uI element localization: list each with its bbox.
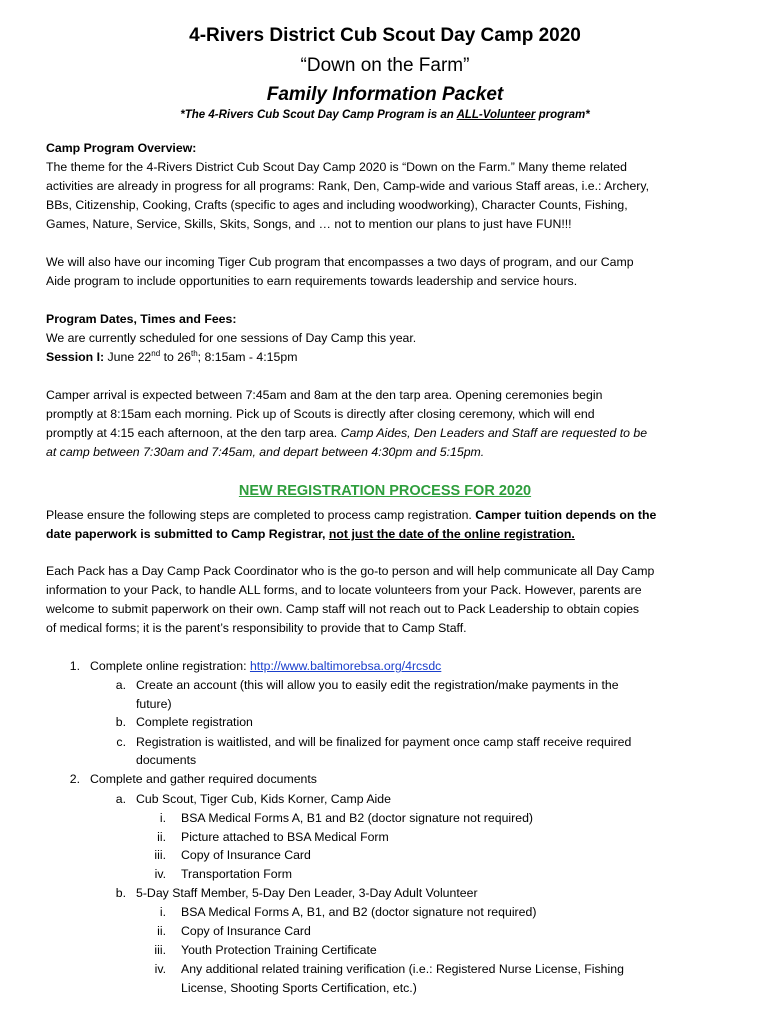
registration-heading: NEW REGISTRATION PROCESS FOR 2020 [238, 483, 532, 499]
list-item: Cub Scout, Tiger Cub, Kids Korner, Camp Aide [136, 792, 391, 806]
list-item: Picture attached to BSA Medical Form [181, 830, 389, 844]
paragraph-line [46, 506, 736, 525]
registration-notice [46, 506, 736, 544]
overview-line: BBs, Citizenship, Cooking, Crafts (specific to ages and including woodworking), Character Counts, Fishing, [46, 198, 628, 212]
list-item-continued: future) [136, 697, 172, 711]
paragraph-line: We will also have our incoming Tiger Cub program that encompasses a two days of program, and our Camp [46, 255, 634, 269]
list-item [90, 657, 441, 676]
list-letter: b. [115, 715, 126, 729]
list-roman: iv. [154, 867, 166, 881]
list-item: Registration is waitlisted, and will be finalized for payment once camp staff receive required [136, 735, 632, 749]
session-sup: nd [151, 348, 161, 358]
list-item-continued: License, Shooting Sports Certification, etc.) [181, 981, 417, 995]
list-roman: i. [159, 905, 166, 919]
dates-line: We are currently scheduled for one sessions of Day Camp this year. [46, 331, 417, 345]
arrival-paragraph [46, 386, 736, 462]
disclaimer-emphasis: ALL-Volunteer [456, 109, 536, 121]
overview-heading: Camp Program Overview: [46, 141, 197, 155]
paragraph-line [46, 525, 736, 544]
list-item: Copy of Insurance Card [181, 848, 311, 862]
paragraph-line: promptly at 8:15am each morning. Pick up of Scouts is directly after closing ceremony, which will end [46, 407, 595, 421]
list-letter: a. [115, 678, 126, 692]
overview-line: The theme for the 4-Rivers District Cub Scout Day Camp 2020 is “Down on the Farm.” Many theme related [46, 160, 627, 174]
list-roman: ii. [157, 830, 166, 844]
list-item: BSA Medical Forms A, B1, and B2 (doctor signature not required) [181, 905, 537, 919]
dates-section [46, 310, 736, 367]
list-item: 5-Day Staff Member, 5-Day Den Leader, 3-Day Adult Volunteer [136, 886, 478, 900]
overview-line: activities are already in progress for all programs: Rank, Den, Camp-wide and various Staff areas, i.e.: Archery, [46, 179, 650, 193]
notice-bold: date paperwork is submitted to Camp Registrar, [46, 527, 329, 541]
list-item: Complete and gather required documents [90, 772, 317, 786]
tiger-cub-paragraph [46, 253, 736, 291]
disclaimer-text-end: program* [535, 109, 590, 121]
list-roman: iii. [154, 943, 166, 957]
disclaimer-text: *The 4-Rivers Cub Scout Day Camp Program is an [180, 109, 457, 121]
list-text: Complete online registration: [90, 659, 250, 673]
list-item: Transportation Form [181, 867, 292, 881]
list-item: BSA Medical Forms A, B1 and B2 (doctor signature not required) [181, 811, 534, 825]
volunteer-disclaimer [0, 109, 770, 121]
list-item: Youth Protection Training Certificate [181, 943, 377, 957]
notice-text: Please ensure the following steps are completed to process camp registration. [46, 508, 476, 522]
paragraph-line: of medical forms; it is the parent’s responsibility to provide that to Camp Staff. [46, 621, 467, 635]
theme-title: “Down on the Farm” [300, 55, 470, 76]
list-item: Any additional related training verification (i.e.: Registered Nurse License, Fishing [181, 962, 624, 976]
list-item: Copy of Insurance Card [181, 924, 311, 938]
list-roman: iii. [154, 848, 166, 862]
session-label: Session I: [46, 350, 105, 364]
notice-bold: Camper tuition depends on the [475, 508, 657, 522]
list-roman: ii. [157, 924, 166, 938]
paragraph-line: welcome to submit paperwork on their own. Camp staff will not reach out to Pack Leadership to obtain copies [46, 602, 640, 616]
session-text: June 22 [104, 350, 152, 364]
paragraph-line: Aide program to include opportunities to earn requirements towards leadership and service hours. [46, 274, 578, 288]
session-sup: th [190, 348, 198, 358]
list-roman: iv. [154, 962, 166, 976]
list-letter: a. [115, 792, 126, 806]
list-item: Complete registration [136, 715, 253, 729]
dates-heading: Program Dates, Times and Fees: [46, 312, 237, 326]
list-item: Create an account (this will allow you to easily edit the registration/make payments in the [136, 678, 619, 692]
paragraph-line: information to your Pack, to handle ALL forms, and to locate volunteers from your Pack. However, parents are [46, 583, 642, 597]
list-item-continued: documents [136, 753, 197, 767]
list-roman: i. [159, 811, 166, 825]
paragraph-line: at camp between 7:30am and 7:45am, and depart between 4:30pm and 5:15pm. [46, 445, 485, 459]
session-text: ; 8:15am - 4:15pm [197, 350, 298, 364]
page-title: 4-Rivers District Cub Scout Day Camp 2020 [189, 25, 581, 46]
session-line [46, 348, 736, 367]
overview-section [46, 139, 736, 234]
notice-bold-underlined: not just the date of the online registration. [328, 527, 575, 541]
list-number: 2. [69, 772, 80, 786]
registration-link[interactable]: http://www.baltimorebsa.org/4rcsdc [249, 659, 442, 673]
list-number: 1. [69, 659, 80, 673]
paragraph-line: Each Pack has a Day Camp Pack Coordinator who is the go-to person and will help communicate all Day Camp [46, 564, 655, 578]
session-text: to 26 [160, 350, 191, 364]
paragraph-line: Camper arrival is expected between 7:45am and 8am at the den tarp area. Opening ceremonies begin [46, 388, 603, 402]
arrival-text: promptly at 4:15 each afternoon, at the den tarp area. [46, 426, 341, 440]
packet-subtitle: Family Information Packet [266, 84, 504, 105]
paragraph-line [46, 424, 736, 443]
arrival-italic: Camp Aides, Den Leaders and Staff are requested to be [340, 426, 648, 440]
list-letter: c. [116, 735, 126, 749]
overview-line: Games, Nature, Service, Skills, Skits, Songs, and … not to mention our plans to just have FUN!!! [46, 217, 572, 231]
pack-coordinator-paragraph [46, 562, 736, 638]
list-letter: b. [115, 886, 126, 900]
